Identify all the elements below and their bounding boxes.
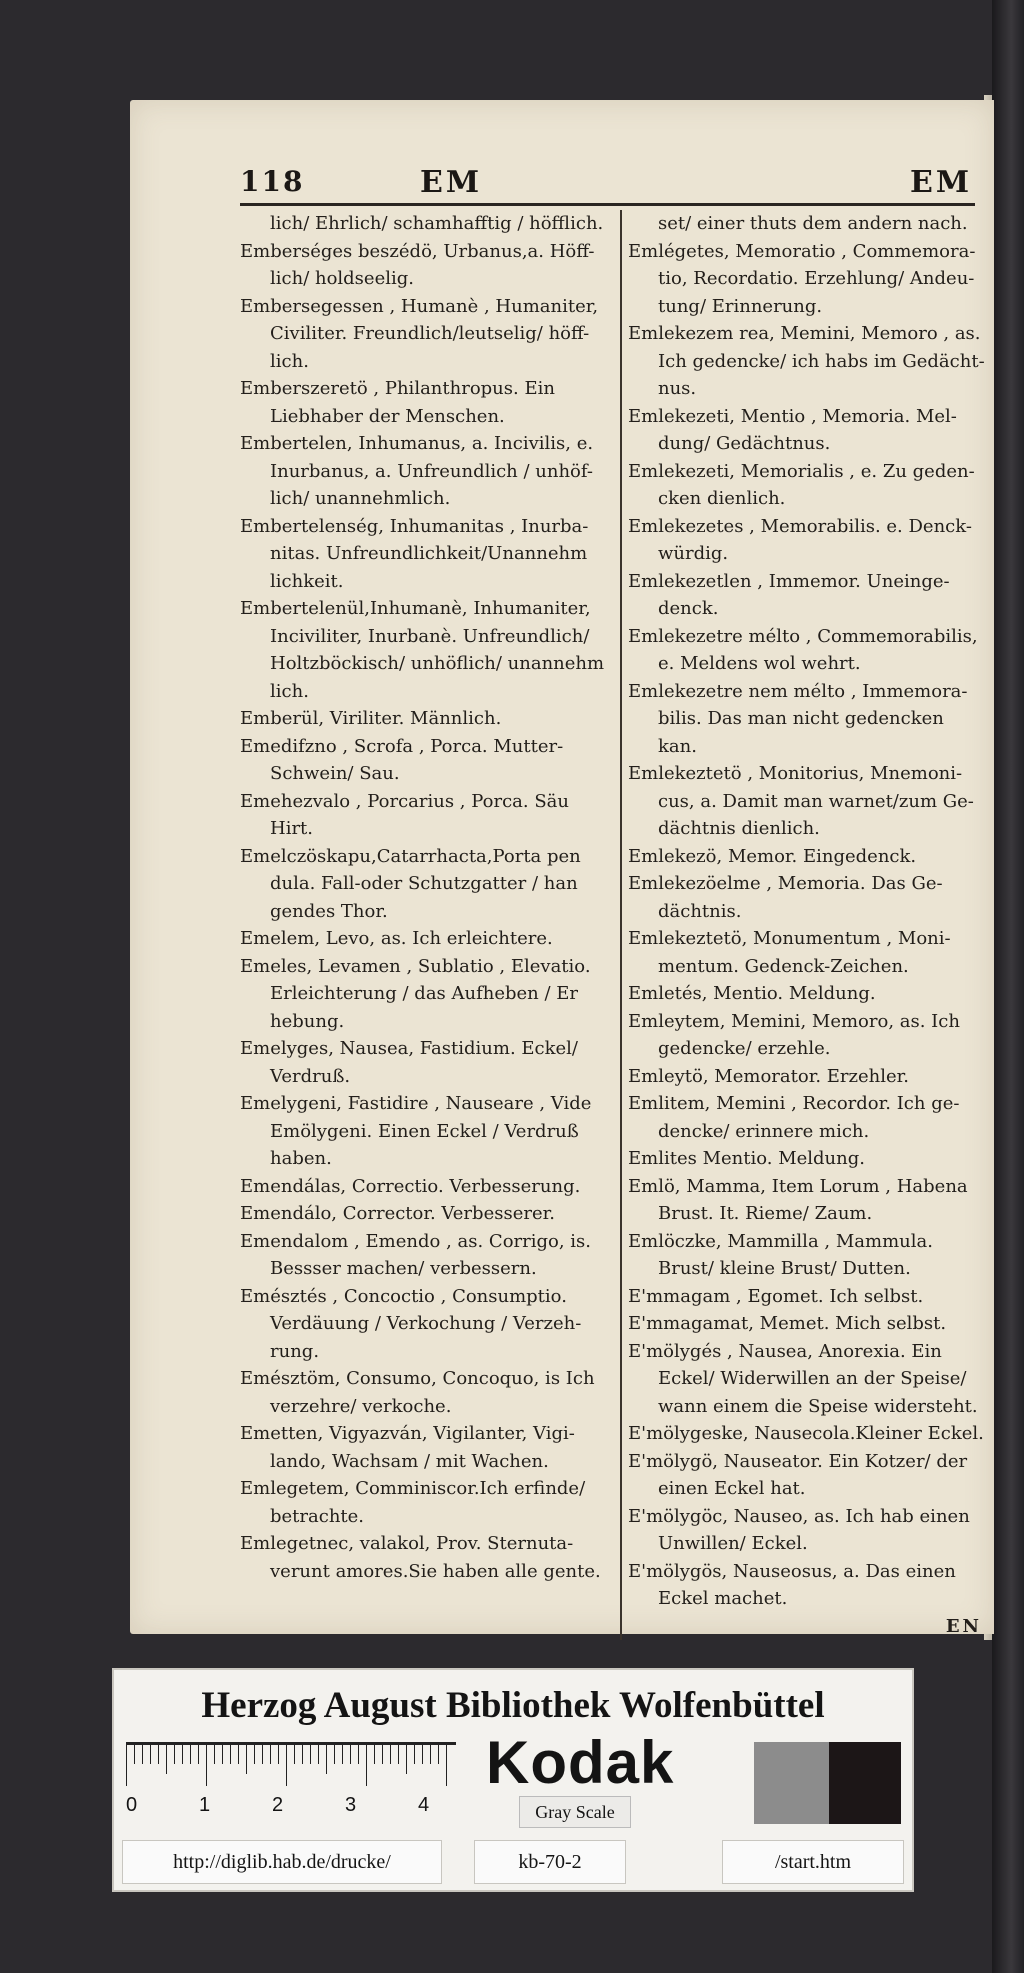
dictionary-entry: Emehezvalo , Porcarius , Porca. Säu Hirt. — [240, 790, 575, 839]
ruler-tick — [142, 1742, 143, 1764]
dictionary-entry: set/ einer thuts dem andern nach. — [658, 213, 968, 234]
ruler-tick — [254, 1742, 255, 1764]
dictionary-entry: Emetten, Vigyazván, Vigilanter, Vigi-lando, Wachsam / mit Wachen. — [240, 1423, 575, 1472]
dictionary-entry: Emlekezetre mélto , Commemorabilis, e. Meldens wol wehrt. — [628, 625, 984, 674]
ruler-tick — [302, 1742, 303, 1764]
target-panel — [112, 1668, 914, 1892]
dictionary-entry: Emlekezetlen , Immemor. Uneinge-denck. — [628, 570, 950, 619]
dictionary-entry: Emendálo, Corrector. Verbesserer. — [240, 1203, 555, 1224]
dictionary-entry: Emlekezö, Memor. Eingedenck. — [628, 845, 917, 867]
dictionary-entry: Embertelenül,Inhumanè, Inhumaniter, Inciviliter, Inurbanè. Unfreundlich/ Holtzböckisch/ unhöflich/ unannehm lich. — [240, 598, 610, 702]
ruler-tick — [262, 1742, 263, 1764]
dictionary-entry: Emleytem, Memini, Memoro, as. Ich gedencke/ erzehle. — [628, 1010, 966, 1059]
dictionary-entry: Emedifzno , Scrofa , Porca. Mutter-Schwein/ Sau. — [240, 735, 564, 784]
dictionary-entry: Emberszeretö , Philanthropus. Ein Liebhaber der Menschen. — [240, 378, 561, 427]
dictionary-entry: Embertelen, Inhumanus, a. Incivilis, e. Inurbanus, a. Unfreundlich / unhöf-lich/ unannehmlich. — [240, 433, 599, 509]
ruler-number: 4 — [418, 1794, 430, 1816]
url-middle: kb-70-2 — [474, 1840, 626, 1884]
dictionary-entry: E'mölygeske, Nausecola.Kleiner Eckel. — [628, 1423, 984, 1444]
kodak-logo: Kodak — [486, 1729, 675, 1796]
ruler-tick — [206, 1742, 207, 1786]
gray-swatch-light — [754, 1742, 829, 1824]
ruler-tick — [326, 1742, 327, 1774]
dictionary-entry: E'mölygö, Nauseator. Ein Kotzer/ der einen Eckel hat. — [628, 1450, 973, 1499]
dictionary-entry: Emlitem, Memini , Recordor. Ich ge-dencke/ erinnere mich. — [628, 1093, 960, 1142]
ruler-tick — [350, 1742, 351, 1764]
dictionary-entry: Emlekezetes , Memorabilis. e. Denck-würdig. — [628, 515, 972, 564]
dictionary-entry: Emésztöm, Consumo, Concoquo, is Ich verzehre/ verkoche. — [240, 1368, 601, 1417]
dictionary-entry: Embertelenség, Inhumanitas , Inurba-nitas. Unfreundlichkeit/Unannehm lichkeit. — [240, 515, 593, 592]
ruler-tick — [166, 1742, 167, 1774]
dictionary-entry: Embersegessen , Humanè , Humaniter, Civiliter. Freundlich/leutselig/ höff-lich. — [240, 295, 604, 372]
dictionary-entry: Emendalom , Emendo , as. Corrigo, is. Bessser machen/ verbessern. — [240, 1230, 597, 1279]
page-number: 118 — [240, 165, 305, 198]
ruler-tick — [134, 1742, 135, 1764]
dictionary-entry: Emlöczke, Mammilla , Mammula. Brust/ kleine Brust/ Dutten. — [628, 1230, 939, 1279]
ruler-tick — [278, 1742, 279, 1764]
ruler-tick — [374, 1742, 375, 1764]
dictionary-entry: Emelygeni, Fastidire , Nauseare , Vide Emölygeni. Einen Eckel / Verdruß haben. — [240, 1093, 598, 1169]
ruler-tick — [294, 1742, 295, 1764]
gray-scale-label: Gray Scale — [519, 1796, 631, 1828]
gray-swatch-dark — [829, 1742, 901, 1824]
dictionary-entry: lich/ Ehrlich/ schamhafftig / höfflich. — [270, 213, 604, 234]
dictionary-entry: E'mmagamat, Memet. Mich selbst. — [628, 1313, 947, 1334]
book-page — [130, 100, 994, 1637]
guide-word-right: EM — [910, 165, 973, 200]
dictionary-entry: Emendálas, Correctio. Verbesserung. — [240, 1175, 581, 1197]
ruler-tick — [150, 1742, 151, 1764]
ruler-tick — [358, 1742, 359, 1764]
ruler-tick — [414, 1742, 415, 1764]
right-column — [620, 210, 988, 1640]
ruler-tick — [246, 1742, 247, 1774]
left-column — [240, 210, 615, 1585]
ruler-tick — [238, 1742, 239, 1764]
dictionary-entry: Emberséges beszédö, Urbanus,a. Höff-lich/ holdseelig. — [240, 240, 595, 289]
dictionary-entry: Emlites Mentio. Meldung. — [628, 1148, 865, 1169]
dictionary-entry: Emeles, Levamen , Sublatio , Elevatio. Erleichterung / das Aufheben / Er hebung. — [240, 955, 597, 1032]
ruler-tick — [190, 1742, 191, 1764]
ruler-tick — [198, 1742, 199, 1764]
ruler-tick — [158, 1742, 159, 1764]
ruler-tick — [438, 1742, 439, 1764]
dictionary-entry: Emelczöskapu,Catarrhacta,Porta pen dula. Fall-oder Schutzgatter / han gendes Thor. — [240, 845, 587, 922]
dictionary-entry: Emlegetnec, valakol, Prov. Sternuta-verunt amores.Sie haben alle gente. — [240, 1533, 601, 1582]
dictionary-entry: Emésztés , Concoctio , Consumptio. Verdäuung / Verkochung / Verzeh-rung. — [240, 1285, 582, 1362]
dictionary-entry: Emleytö, Memorator. Erzehler. — [628, 1065, 909, 1087]
ruler-tick — [230, 1742, 231, 1764]
header-rule — [240, 203, 975, 206]
ruler-number: 2 — [272, 1794, 284, 1816]
binding-strip — [992, 0, 1024, 1973]
ruler-tick — [430, 1742, 431, 1764]
dictionary-entry: Emletés, Mentio. Meldung. — [628, 983, 876, 1004]
catchword: EN — [945, 1615, 982, 1637]
dictionary-entry: Emlekeztetö, Monumentum , Moni-mentum. Gedenck-Zeichen. — [628, 928, 951, 977]
url-right: /start.htm — [722, 1840, 904, 1884]
dictionary-entry: Emlekezöelme , Memoria. Das Ge-dächtnis. — [628, 873, 943, 922]
dictionary-entry: E'mölygés , Nausea, Anorexia. Ein Eckel/ Widerwillen an der Speise/ wann einem die Speise widersteht. — [628, 1340, 978, 1417]
dictionary-entry: Emlö, Mamma, Item Lorum , Habena Brust. It. Rieme/ Zaum. — [628, 1175, 974, 1224]
dictionary-entry: Emelyges, Nausea, Fastidium. Eckel/ Verdruß. — [240, 1038, 584, 1087]
dictionary-entry: Emlegetem, Comminiscor.Ich erfinde/ betrachte. — [240, 1478, 591, 1527]
ruler-number: 0 — [126, 1794, 138, 1816]
dictionary-entry: Emlekezeti, Memorialis , e. Zu geden-cken dienlich. — [628, 460, 975, 509]
dictionary-entry: E'mmagam , Egomet. Ich selbst. — [628, 1285, 924, 1307]
ruler-tick — [222, 1742, 223, 1764]
ruler-tick — [182, 1742, 183, 1764]
ruler-tick — [382, 1742, 383, 1764]
running-header — [240, 165, 994, 205]
dictionary-entry: Emberül, Viriliter. Männlich. — [240, 708, 502, 729]
ruler-tick — [406, 1742, 407, 1774]
ruler-number: 1 — [199, 1794, 211, 1816]
dictionary-entry: E'mölygös, Nauseosus, a. Das einen Eckel machet. — [628, 1560, 962, 1609]
dictionary-entry: Emlekeztetö , Monitorius, Mnemoni-cus, a. Damit man warnet/zum Ge-dächtnis dienlich. — [628, 763, 974, 839]
ruler-tick — [398, 1742, 399, 1764]
ruler-tick — [366, 1742, 367, 1786]
dictionary-entry: E'mölygöc, Nauseo, as. Ich hab einen Unwillen/ Eckel. — [628, 1505, 976, 1554]
ruler-tick — [214, 1742, 215, 1764]
library-name: Herzog August Bibliothek Wolfenbüttel — [201, 1685, 825, 1726]
ruler-tick — [446, 1742, 447, 1786]
ruler-tick — [310, 1742, 311, 1764]
dictionary-entry: Emlekezem rea, Memini, Memoro , as. Ich gedencke/ ich habs im Gedächt-nus. — [628, 323, 987, 399]
ruler-tick — [334, 1742, 335, 1764]
ruler-tick — [174, 1742, 175, 1764]
dictionary-entry: Emlégetes, Memoratio , Commemora-tio, Recordatio. Erzehlung/ Andeu-tung/ Erinnerung. — [628, 240, 976, 317]
scale-ruler — [126, 1742, 456, 1832]
url-left: http://diglib.hab.de/drucke/ — [122, 1840, 442, 1884]
ruler-tick — [422, 1742, 423, 1764]
ruler-tick — [126, 1742, 127, 1786]
dictionary-entry: Emlekezeti, Mentio , Memoria. Mel-dung/ Gedächtnus. — [628, 405, 957, 454]
dictionary-entry: Emlekezetre nem mélto , Immemora-bilis. Das man nicht gedencken kan. — [628, 680, 968, 757]
ruler-tick — [318, 1742, 319, 1764]
ruler-tick — [390, 1742, 391, 1764]
dictionary-entry: Emelem, Levo, as. Ich erleichtere. — [240, 928, 553, 949]
ruler-tick — [342, 1742, 343, 1764]
ruler-number: 3 — [345, 1794, 357, 1816]
ruler-tick — [286, 1742, 287, 1786]
guide-word-left: EM — [420, 165, 483, 200]
ruler-tick — [270, 1742, 271, 1764]
